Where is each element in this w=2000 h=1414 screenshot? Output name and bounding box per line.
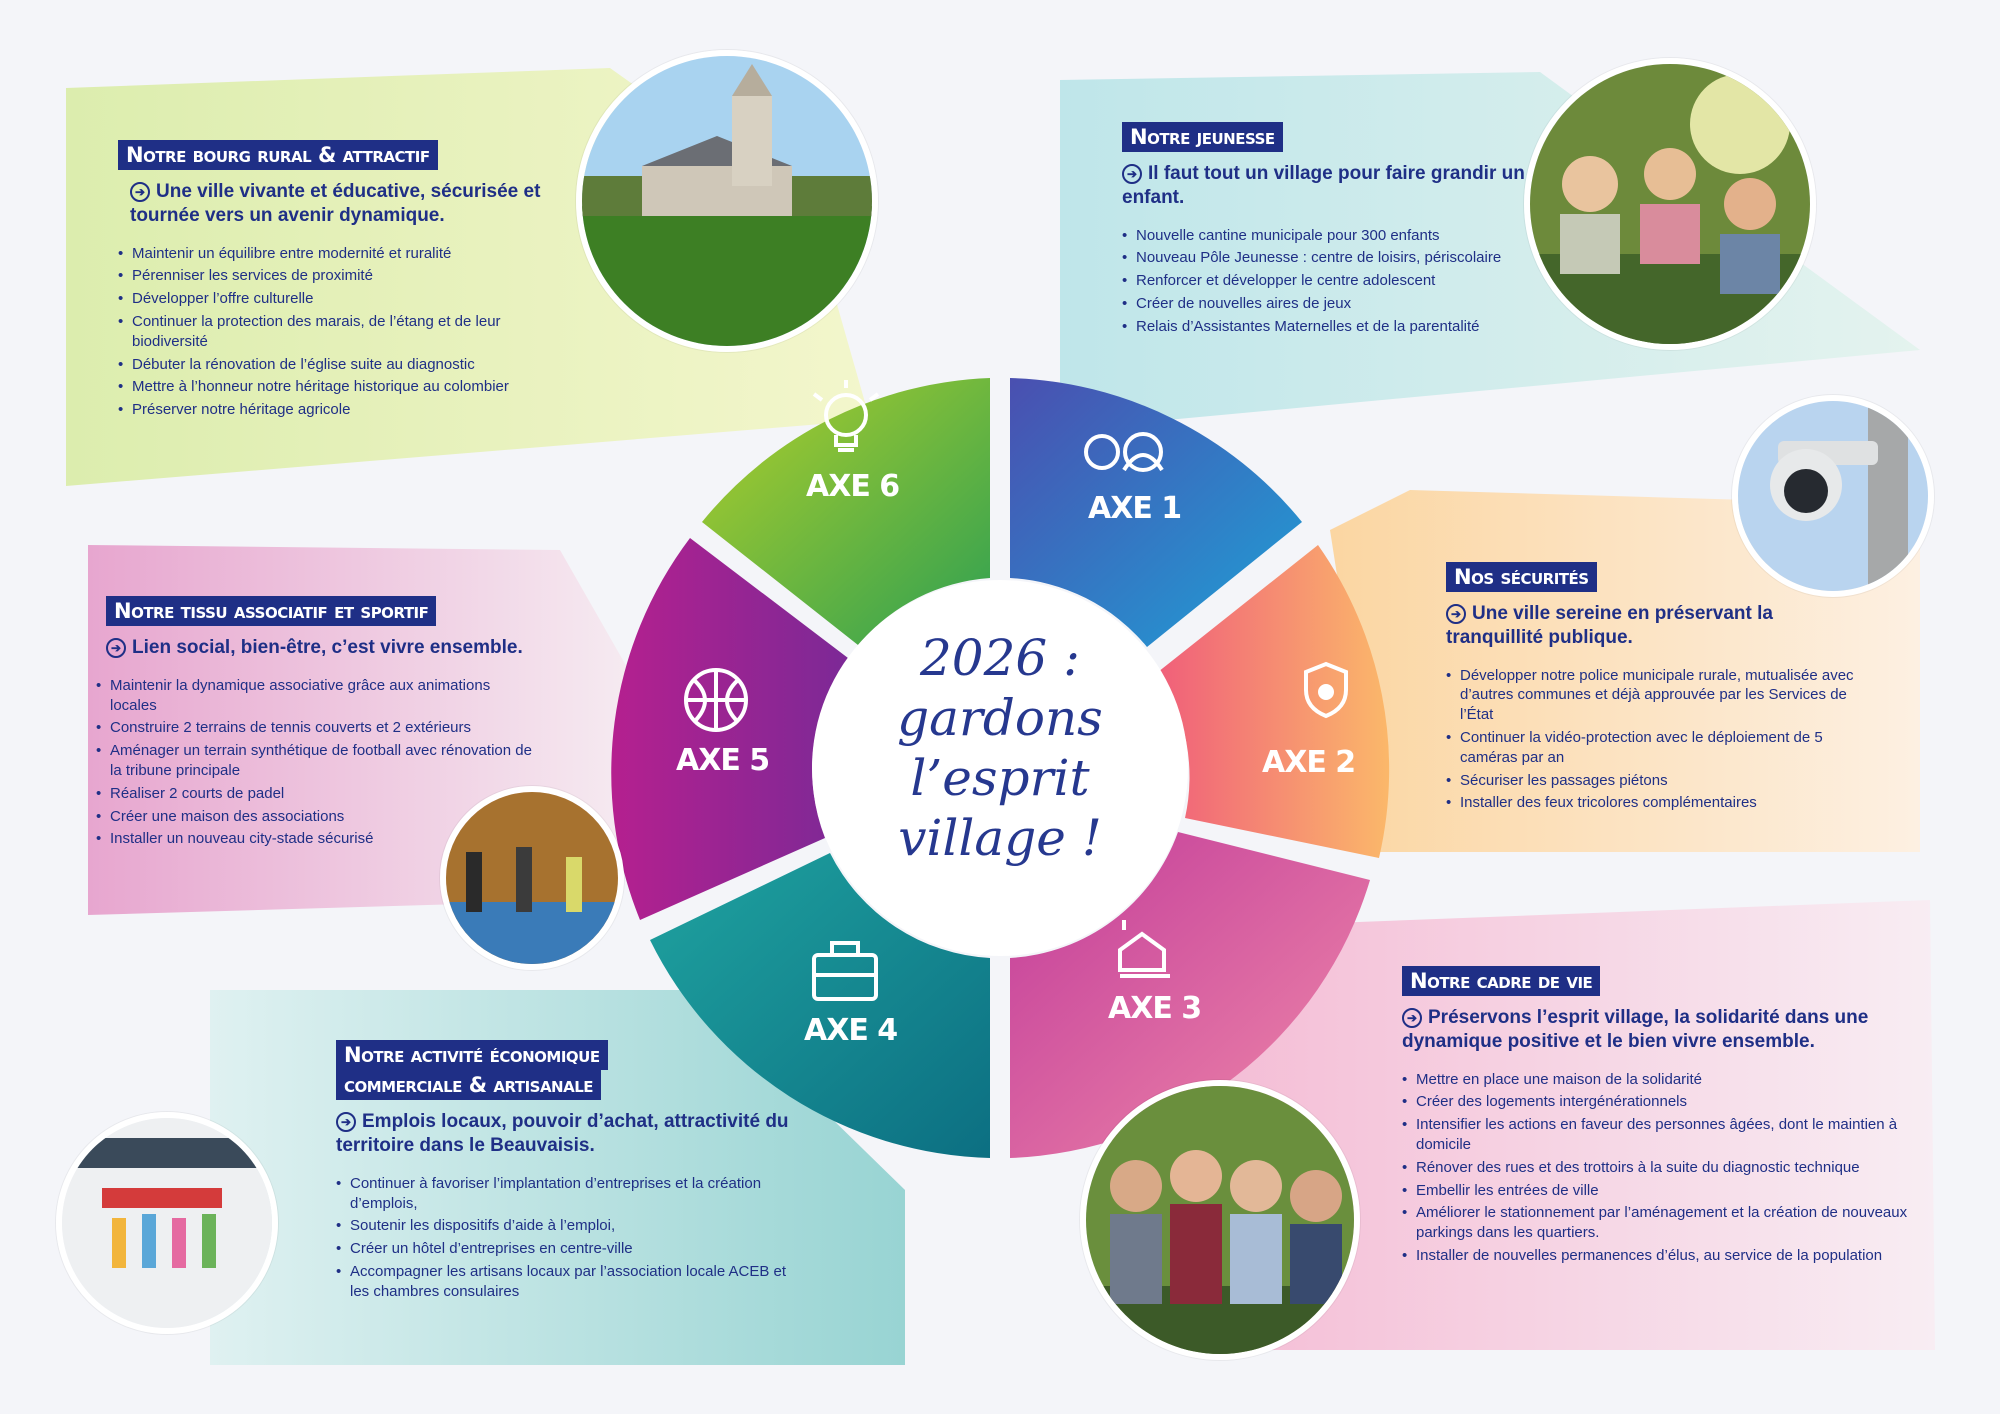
bourg-tag: Notre bourg rural & attractif (118, 140, 438, 170)
list-item: • Intensifier les actions en faveur des personnes âgées, dont le maintien à domicile (1402, 1115, 1922, 1155)
economique-tag-1: Notre activité économique (336, 1040, 608, 1070)
list-item: • Créer un hôtel d’entreprises en centre-ville (336, 1239, 796, 1259)
cadre-tag: Notre cadre de vie (1402, 966, 1600, 996)
bourg-panel (118, 140, 568, 423)
children-playing-photo (1524, 58, 1816, 350)
economique-subtitle (336, 1110, 796, 1158)
list-item: • Développer notre police municipale rurale, mutualisée avec d’autres communes et déjà approuvée par les Services de l’État (1446, 666, 1866, 725)
bourg-subtitle-text: Une ville vivante et éducative, sécurisée et tournée vers un avenir dynamique. (130, 181, 541, 226)
securites-subtitle (1446, 602, 1866, 650)
center-title-line-2: gardons l’esprit (897, 689, 1103, 807)
list-item: • Relais d’Assistantes Maternelles et de la parentalité (1122, 317, 1552, 337)
list-item: • Continuer la protection des marais, de l’étang et de leur biodiversité (118, 312, 568, 352)
list-item: • Créer de nouvelles aires de jeux (1122, 294, 1552, 314)
list-item: • Installer des feux tricolores complémentaires (1446, 793, 1866, 813)
arrow-icon: ➔ (1122, 164, 1142, 184)
associatif-tag: Notre tissu associatif et sportif (106, 596, 436, 626)
list-item: • Continuer la vidéo-protection avec le déploiement de 5 caméras par an (1446, 728, 1866, 768)
list-item: • Rénover des rues et des trottoirs à la suite du diagnostic technique (1402, 1158, 1922, 1178)
list-item: • Installer de nouvelles permanences d’élus, au service de la population (1402, 1246, 1922, 1266)
list-item: • Soutenir les dispositifs d’aide à l’emploi, (336, 1216, 796, 1236)
arrow-icon: ➔ (130, 182, 150, 202)
securites-subtitle-text: Une ville sereine en préservant la tranquillité publique. (1446, 603, 1773, 648)
center-title (810, 628, 1190, 868)
list-item: • Pérenniser les services de proximité (118, 266, 568, 286)
list-item: • Développer l’offre culturelle (118, 289, 568, 309)
arrow-icon: ➔ (1402, 1008, 1422, 1028)
arrow-icon: ➔ (106, 638, 126, 658)
jeunesse-panel (1122, 122, 1552, 340)
basketball-icon (686, 670, 746, 730)
list-item: • Réaliser 2 courts de padel (96, 784, 536, 804)
list-item: • Maintenir la dynamique associative grâce aux animations locales (96, 676, 536, 716)
list-item: • Améliorer le stationnement par l’aménagement et la création de nouveaux parkings dans les quartiers. (1402, 1203, 1922, 1243)
axe-1-label: AXE 1 (1088, 491, 1182, 526)
axe-3-label: AXE 3 (1108, 991, 1202, 1026)
bourg-list (118, 244, 568, 420)
church-village-photo (576, 50, 878, 352)
list-item: • Créer des logements intergénérationnels (1402, 1092, 1922, 1112)
bourg-subtitle (118, 180, 568, 228)
axe-5-label: AXE 5 (676, 743, 770, 778)
cadre-subtitle-text: Préservons l’esprit village, la solidarité dans une dynamique positive et le bien vivre ensemble. (1402, 1007, 1869, 1052)
cadre-panel (1402, 966, 1922, 1269)
axe-6-label: AXE 6 (806, 469, 900, 504)
gymnasium-photo (440, 786, 624, 970)
axe-4-label: AXE 4 (804, 1013, 898, 1048)
economique-tag-2: commerciale & artisanale (336, 1070, 601, 1100)
cadre-list (1402, 1070, 1922, 1266)
security-camera-photo (1732, 395, 1934, 597)
jeunesse-list (1122, 226, 1552, 337)
economique-list (336, 1174, 796, 1302)
associatif-subtitle (96, 636, 536, 660)
center-title-line-3: village ! (898, 809, 1102, 867)
list-item: • Installer un nouveau city-stade sécurisé (96, 829, 536, 849)
list-item: • Sécuriser les passages piétons (1446, 771, 1866, 791)
shop-front-photo (56, 1112, 278, 1334)
list-item: • Débuter la rénovation de l’église suite au diagnostic (118, 355, 568, 375)
list-item: • Mettre à l’honneur notre héritage historique au colombier (118, 377, 568, 397)
list-item: • Créer une maison des associations (96, 807, 536, 827)
jeunesse-subtitle-text: Il faut tout un village pour faire grandir un enfant. (1122, 163, 1525, 208)
economique-subtitle-text: Emplois locaux, pouvoir d’achat, attractivité du territoire dans le Beauvaisis. (336, 1111, 789, 1157)
securites-tag: Nos sécurités (1446, 562, 1597, 592)
jeunesse-tag: Notre jeunesse (1122, 122, 1283, 152)
list-item: • Continuer à favoriser l’implantation d’entreprises et la création d’emplois, (336, 1174, 796, 1214)
list-item: • Renforcer et développer le centre adolescent (1122, 271, 1552, 291)
list-item: • Nouveau Pôle Jeunesse : centre de loisirs, périscolaire (1122, 248, 1552, 268)
list-item: • Embellir les entrées de ville (1402, 1181, 1922, 1201)
list-item: • Mettre en place une maison de la solidarité (1402, 1070, 1922, 1090)
list-item: • Aménager un terrain synthétique de football avec rénovation de la tribune principale (96, 741, 536, 781)
arrow-icon: ➔ (1446, 604, 1466, 624)
center-title-line-1: 2026 : (920, 629, 1080, 687)
arrow-icon: ➔ (336, 1112, 356, 1132)
economique-panel (336, 1040, 796, 1305)
axe-2-label: AXE 2 (1262, 745, 1356, 780)
list-item: • Maintenir un équilibre entre modernité et ruralité (118, 244, 568, 264)
jeunesse-subtitle (1122, 162, 1552, 210)
associatif-subtitle-text: Lien social, bien-être, c’est vivre ensemble. (132, 637, 523, 659)
list-item: • Accompagner les artisans locaux par l’association locale ACEB et les chambres consulaires (336, 1262, 796, 1302)
list-item: • Nouvelle cantine municipale pour 300 enfants (1122, 226, 1552, 246)
securites-panel (1446, 562, 1866, 816)
list-item: • Préserver notre héritage agricole (118, 400, 568, 420)
cadre-subtitle (1402, 1006, 1922, 1054)
securites-list (1446, 666, 1866, 814)
list-item: • Construire 2 terrains de tennis couverts et 2 extérieurs (96, 718, 536, 738)
friends-group-photo (1080, 1080, 1360, 1360)
